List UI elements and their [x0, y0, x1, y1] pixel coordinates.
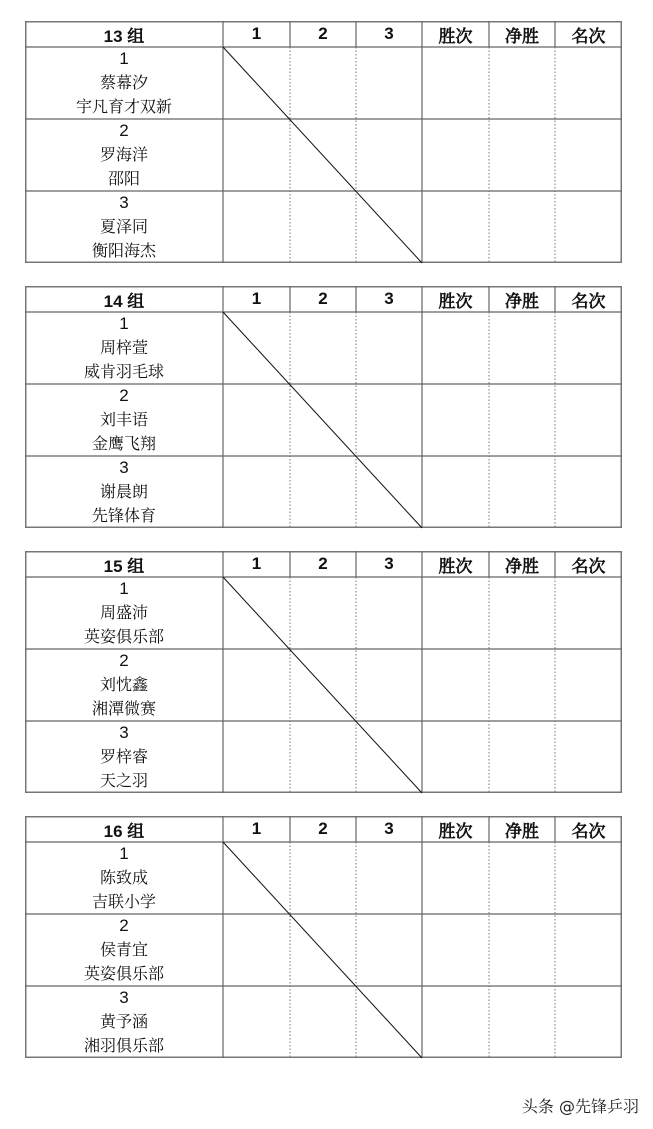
column-header-rank: 名次: [571, 291, 606, 312]
player-seed: 2: [119, 386, 129, 405]
player-seed: 3: [119, 988, 129, 1007]
column-header-1: 1: [251, 24, 262, 43]
column-header-net: 净胜: [505, 821, 539, 842]
player-club: 邵阳: [107, 169, 140, 188]
player-seed: 1: [119, 49, 129, 68]
player-entry: [25, 312, 223, 384]
column-header-net: 净胜: [505, 556, 539, 577]
player-club: 宇凡育才双新: [75, 97, 172, 116]
player-entry: [25, 456, 223, 528]
group-label: 14 组: [103, 291, 145, 311]
player-name: 周盛沛: [99, 603, 148, 622]
group-label: 16 组: [103, 821, 145, 841]
player-club: 吉联小学: [91, 892, 156, 911]
player-club: 湘羽俱乐部: [83, 1036, 164, 1055]
player-seed: 1: [119, 314, 129, 333]
group-label: 15 组: [103, 556, 145, 576]
player-club: 英姿俱乐部: [83, 627, 164, 646]
player-entry: [25, 191, 223, 263]
column-header-wins: 胜次: [438, 556, 473, 577]
player-entry: [25, 721, 223, 793]
player-name: 陈致成: [99, 868, 148, 887]
player-club: 英姿俱乐部: [83, 964, 164, 983]
player-name: 刘丰语: [99, 410, 148, 429]
player-entry: [25, 577, 223, 649]
player-name: 谢晨朗: [99, 482, 148, 501]
player-seed: 3: [119, 723, 129, 742]
player-seed: 2: [119, 651, 129, 670]
column-header-rank: 名次: [571, 26, 606, 47]
column-header-1: 1: [251, 819, 262, 838]
column-header-net: 净胜: [505, 26, 539, 47]
player-name: 罗海洋: [99, 145, 148, 164]
group-table: [25, 816, 622, 1056]
player-entry: [25, 986, 223, 1058]
player-club: 先锋体育: [91, 506, 156, 525]
player-club: 湘潭微赛: [91, 699, 156, 718]
column-header-3: 3: [384, 819, 394, 838]
column-header-net: 净胜: [505, 291, 539, 312]
player-entry: [25, 649, 223, 721]
column-header-2: 2: [318, 554, 328, 573]
column-header-wins: 胜次: [438, 26, 473, 47]
group-table: [25, 551, 622, 791]
player-club: 天之羽: [99, 771, 148, 790]
player-name: 刘忱鑫: [99, 675, 148, 694]
player-name: 罗梓睿: [99, 747, 148, 766]
player-entry: [25, 47, 223, 119]
player-club: 衡阳海杰: [91, 241, 156, 260]
player-name: 周梓萱: [99, 338, 148, 357]
player-seed: 2: [119, 916, 129, 935]
column-header-2: 2: [318, 289, 328, 308]
player-name: 黄予涵: [99, 1012, 148, 1031]
player-seed: 1: [119, 844, 129, 863]
player-entry: [25, 842, 223, 914]
player-club: 威肯羽毛球: [83, 362, 164, 381]
column-header-2: 2: [318, 819, 328, 838]
column-header-2: 2: [318, 24, 328, 43]
player-entry: [25, 119, 223, 191]
player-seed: 1: [119, 579, 129, 598]
group-table: [25, 286, 622, 526]
player-seed: 3: [119, 458, 129, 477]
column-header-3: 3: [384, 24, 394, 43]
player-entry: [25, 914, 223, 986]
player-club: 金鹰飞翔: [91, 434, 156, 453]
column-header-rank: 名次: [571, 556, 606, 577]
player-name: 侯青宜: [99, 940, 148, 959]
group-table: [25, 21, 622, 261]
column-header-1: 1: [251, 554, 262, 573]
column-header-wins: 胜次: [438, 291, 473, 312]
watermark-text: 头条 @先锋乒羽: [521, 1097, 639, 1116]
group-label: 13 组: [103, 26, 145, 46]
player-name: 夏泽同: [99, 217, 148, 236]
column-header-1: 1: [251, 289, 262, 308]
player-seed: 2: [119, 121, 129, 140]
player-entry: [25, 384, 223, 456]
column-header-wins: 胜次: [438, 821, 473, 842]
player-seed: 3: [119, 193, 129, 212]
player-name: 蔡幕汐: [99, 73, 148, 92]
column-header-3: 3: [384, 554, 394, 573]
column-header-3: 3: [384, 289, 394, 308]
column-header-rank: 名次: [571, 821, 606, 842]
